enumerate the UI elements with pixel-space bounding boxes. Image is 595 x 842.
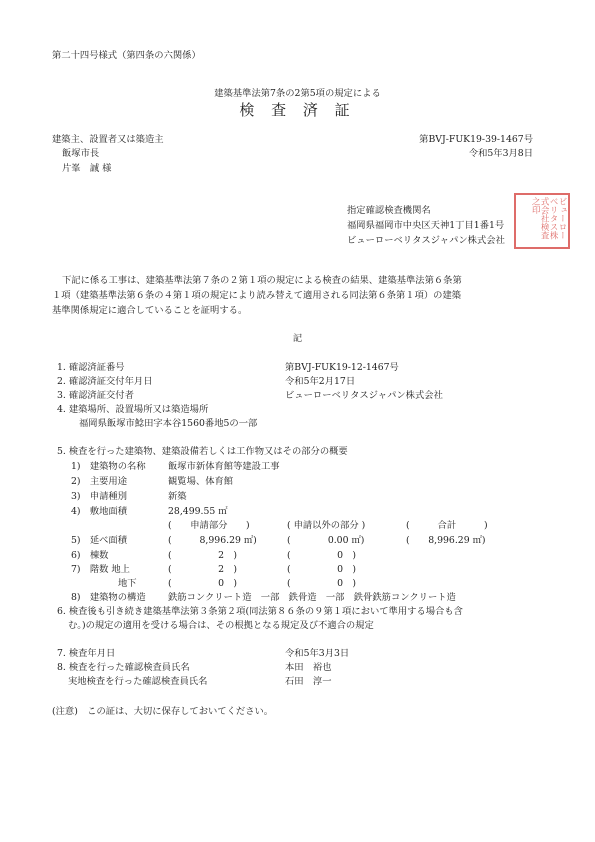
body-text-line-1: 下記に係る工事は、建築基準法第７条の２第１項の規定による検査の結果、建築基準法第６条第	[62, 275, 462, 286]
sub-8-label: 8) 建築物の構造	[71, 592, 146, 603]
sub-6-other: ( 0 )	[287, 550, 356, 561]
subtitle: 建築基準法第7条の2第5項の規定による	[214, 88, 381, 99]
seal-stamp: ビューローベリタス株式会社検査之印	[514, 193, 570, 249]
note: (注意) この証は、大切に保存しておいてください。	[52, 706, 274, 717]
agency-address: 福岡県福岡市中央区天神1丁目1番1号	[347, 220, 505, 231]
item-6-line-1: 6. 検査後も引き続き建築基準法第３条第２項(同法第８６条の９第１項において準用する場合も含	[57, 606, 463, 617]
sub-2-value: 観覧場、体育館	[168, 476, 234, 487]
sub-5-applied: ( 8,996.29 ㎡)	[168, 535, 257, 546]
sub-3-label: 3) 申請種別	[71, 491, 128, 502]
sub-7-label: 7) 階数 地上	[71, 564, 130, 575]
sub-7-other: ( 0 )	[287, 564, 356, 575]
item-8b-value: 石田 淳一	[285, 676, 332, 687]
sub-7-basement-other: ( 0 )	[287, 578, 356, 589]
agency-name: ビューローベリタスジャパン株式会社	[347, 235, 505, 246]
addressee-name: 片峯 誠 様	[62, 163, 112, 174]
addressee-city: 飯塚市長	[62, 148, 100, 159]
sub-5-total: ( 8,996.29 ㎡)	[406, 535, 486, 546]
sub-8-value: 鉄筋コンクリート造 一部 鉄骨造 一部 鉄骨鉄筋コンクリート造	[168, 592, 456, 603]
item-8-value: 本田 裕也	[285, 662, 332, 673]
form-number: 第二十四号様式（第四条の六関係）	[52, 50, 201, 61]
item-2-label: 2. 確認済証交付年月日	[57, 376, 153, 387]
sub-6-applied: ( 2 )	[168, 550, 237, 561]
item-4-label: 4. 建築場所、設置場所又は築造場所	[57, 404, 209, 415]
item-8b-label: 実地検査を行った確認検査員氏名	[68, 676, 208, 687]
sub-6-label: 6) 棟数	[71, 550, 109, 561]
sub-4-label: 4) 敷地面積	[71, 506, 128, 517]
item-3-value: ビューローベリタスジャパン株式会社	[285, 390, 443, 401]
page-title: 検 査 済 証	[239, 101, 356, 119]
addressee-label: 建築主、設置者又は築造主	[52, 134, 164, 145]
column-applied: ( 申請部分 )	[168, 520, 250, 531]
sub-7-basement-label: 地下	[118, 578, 137, 589]
sub-5-other: ( 0.00 ㎡)	[287, 535, 365, 546]
document-number: 第BVJ-FUK19-39-1467号	[419, 134, 533, 145]
sub-4-value: 28,499.55 ㎡	[168, 506, 228, 517]
ki-heading: 記	[292, 333, 303, 344]
sub-5-label: 5) 延べ面積	[71, 535, 128, 546]
agency-label: 指定確認検査機関名	[347, 205, 431, 216]
item-7-label: 7. 検査年月日	[57, 648, 116, 659]
body-text-line-3: 基準関係規定に適合していることを証明する。	[52, 305, 248, 316]
sub-1-value: 飯塚市新体育館等建設工事	[168, 461, 280, 472]
item-1-value: 第BVJ-FUK19-12-1467号	[285, 362, 399, 373]
body-text-line-2: １項（建築基準法第６条の４第１項の規定により読み替えて適用される同法第６条第１項）の建築	[52, 290, 462, 301]
document-date: 令和5年3月8日	[468, 148, 533, 159]
sub-1-label: 1) 建築物の名称	[71, 461, 146, 472]
item-8-label: 8. 検査を行った確認検査員氏名	[57, 662, 190, 673]
sub-3-value: 新築	[168, 491, 187, 502]
sub-7-applied: ( 2 )	[168, 564, 237, 575]
sub-2-label: 2) 主要用途	[71, 476, 128, 487]
sub-7-basement-applied: ( 0 )	[168, 578, 237, 589]
item-2-value: 令和5年2月17日	[285, 376, 356, 387]
item-7-value: 令和5年3月3日	[285, 648, 350, 659]
item-1-label: 1. 確認済証番号	[57, 362, 125, 373]
column-other: ( 申請以外の部分 )	[287, 520, 366, 531]
item-4-value: 福岡県飯塚市鯰田字本谷1560番地5の一部	[79, 418, 258, 429]
column-total: ( 合計 )	[406, 520, 488, 531]
item-5-label: 5. 検査を行った建築物、建築設備若しくは工作物又はその部分の概要	[57, 446, 348, 457]
item-6-line-2: む。)の規定の適用を受ける場合は、その根拠となる規定及び不適合の規定	[68, 620, 374, 631]
item-3-label: 3. 確認済証交付者	[57, 390, 134, 401]
